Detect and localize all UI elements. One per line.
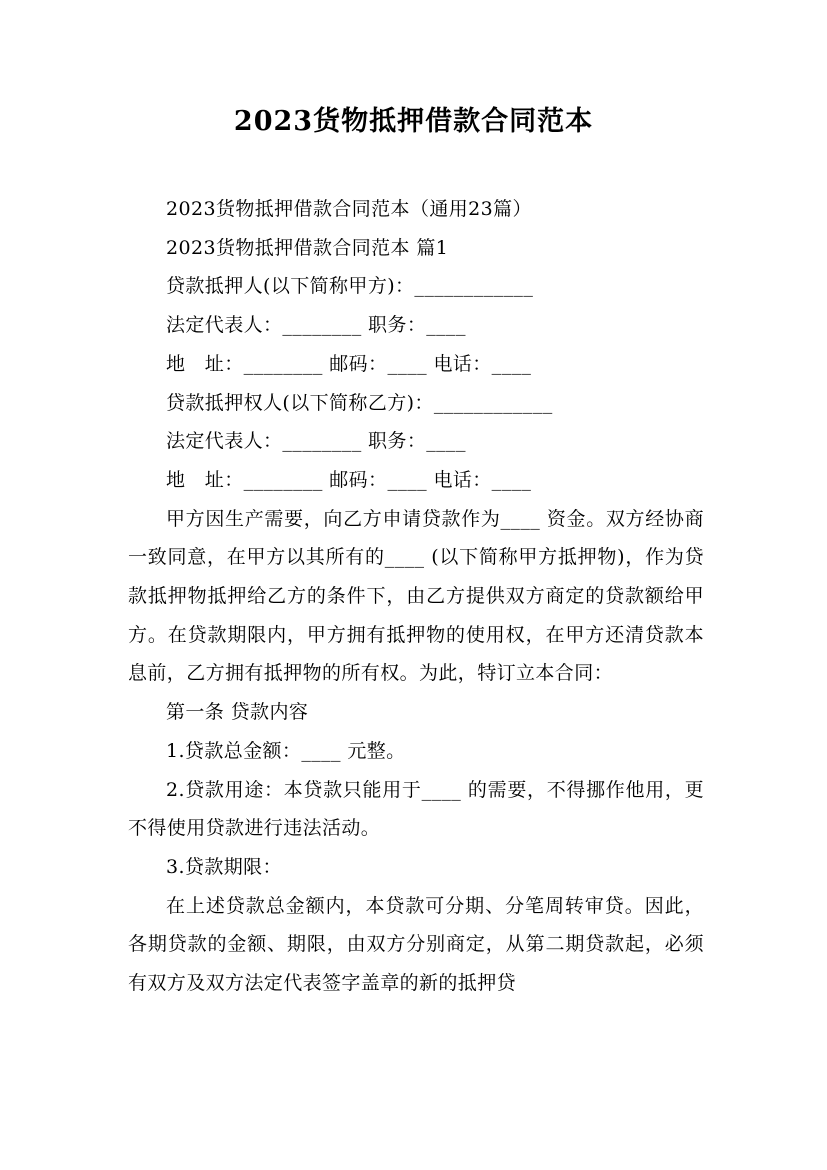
- paragraph-mortgagee: 贷款抵押权人(以下简称乙方)：____________: [166, 391, 553, 414]
- document-title: 2023货物抵押借款合同范本: [233, 106, 594, 137]
- paragraph-mortgagor-representative: 法定代表人：________ 职务：____: [166, 314, 466, 337]
- paragraph-loan-term-heading: 3.贷款期限：: [166, 855, 282, 878]
- paragraph-mortgagee-address: 地 址：________ 邮码：____ 电话：____: [166, 468, 532, 491]
- paragraph-loan-purpose: 2.贷款用途：本贷款只能用于____ 的需要，不得挪作他用，更不得使用贷款进行违法活动。: [128, 778, 704, 840]
- paragraph-preamble: 甲方因生产需要，向乙方申请贷款作为____ 资金。双方经协商一致同意，在甲方以其所有的____ (以下简称甲方抵押物)，作为贷款抵押物抵押给乙方的条件下，由乙方提供双方商定的贷款额给甲方。在贷款期限内，甲方拥有抵押物的使用权，在甲方还清贷款本息前，乙方拥有抵押物的所有权。为此，特订立本合同：: [128, 507, 704, 685]
- paragraph-mortgagee-representative: 法定代表人：________ 职务：____: [166, 430, 466, 453]
- paragraph-loan-amount: 1.贷款总金额：____ 元整。: [166, 739, 406, 762]
- document-body: [128, 190, 704, 1003]
- paragraph-mortgagor-address: 地 址：________ 邮码：____ 电话：____: [166, 352, 532, 375]
- paragraph-loan-term-body: 在上述贷款总金额内，本贷款可分期、分笔周转审贷。因此，各期贷款的金额、期限，由双方分别商定，从第二期贷款起，必须有双方及双方法定代表签字盖章的新的抵押贷: [128, 894, 704, 995]
- paragraph-doc-heading: 2023货物抵押借款合同范本（通用23篇）: [166, 198, 532, 220]
- paragraph-section-heading: 2023货物抵押借款合同范本 篇1: [166, 236, 449, 259]
- paragraph-article-1-heading: 第一条 贷款内容: [166, 701, 309, 724]
- paragraph-mortgagor: 贷款抵押人(以下简称甲方)：____________: [166, 275, 534, 298]
